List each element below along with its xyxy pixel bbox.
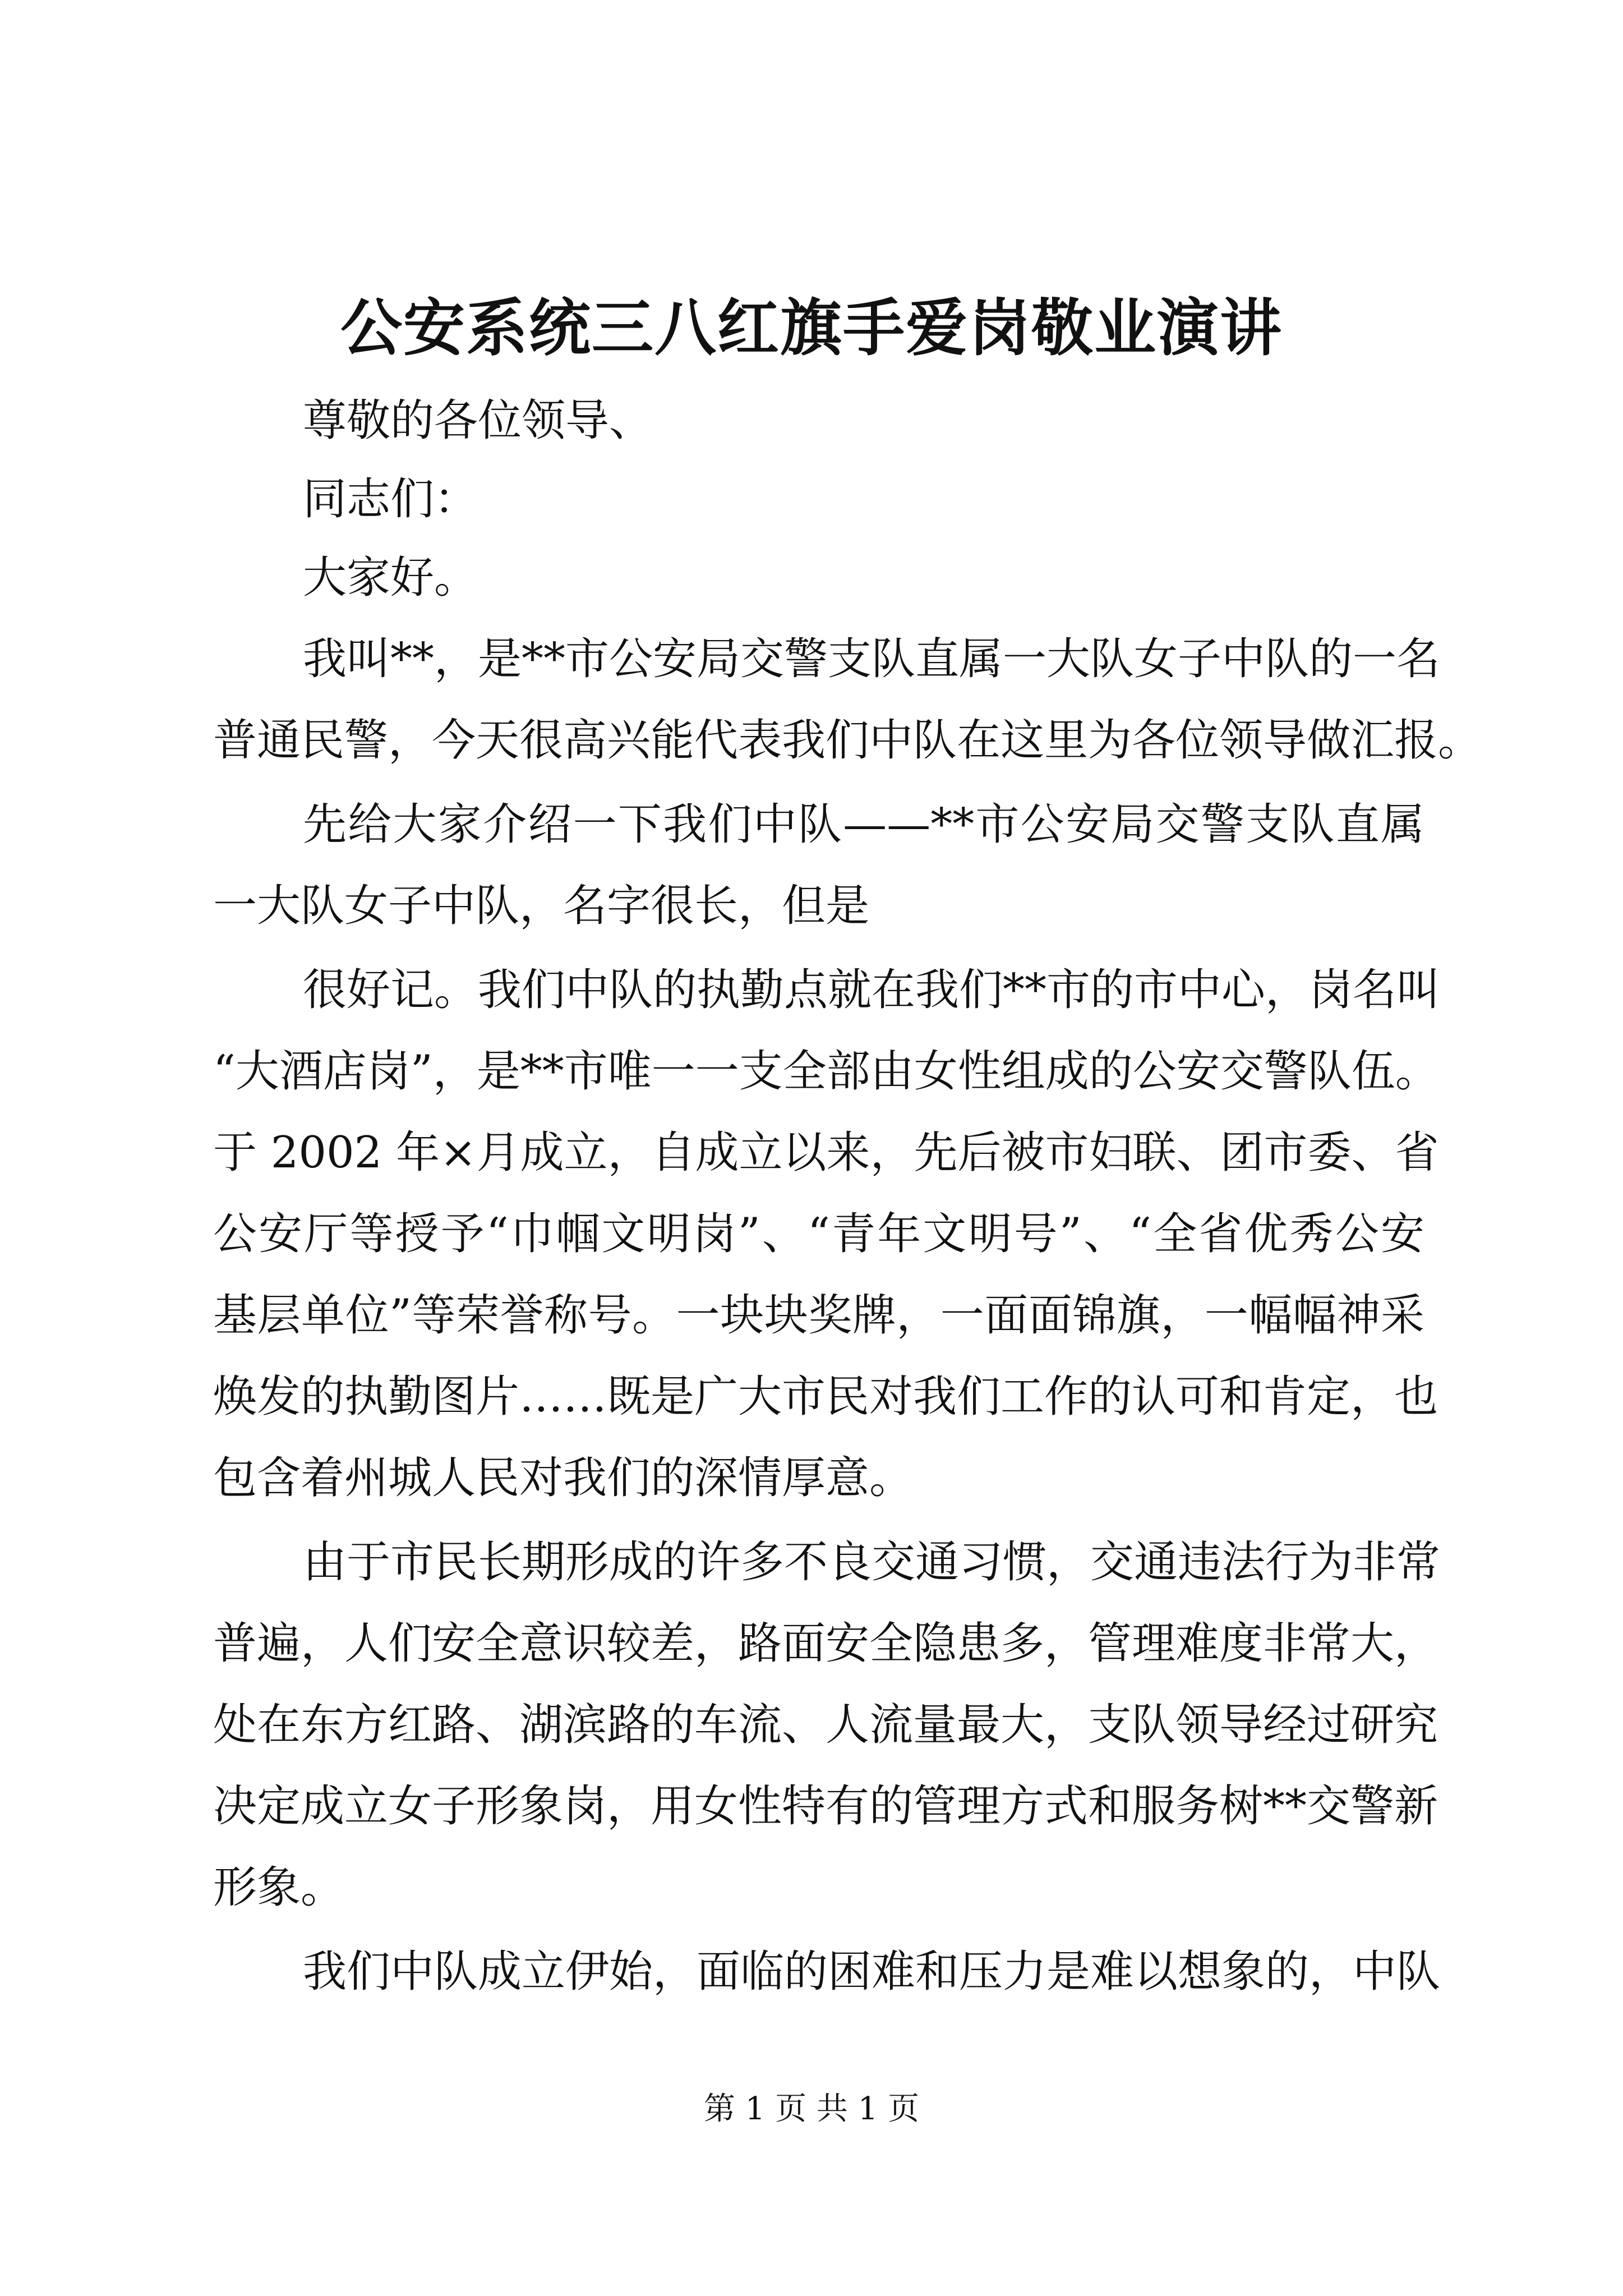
paragraph-line: 尊敬的各位领导、 xyxy=(303,395,653,446)
paragraph-line: 形象。 xyxy=(213,1862,345,1913)
paragraph-line: 我叫**，是**市公安局交警支队直属一大队女子中队的一名 xyxy=(303,634,1441,684)
paragraph-line: 基层单位”等荣誉称号。一块块奖牌，一面面锦旗，一幅幅神采 xyxy=(213,1290,1424,1341)
page-footer: 第 1 页 共 1 页 xyxy=(703,2091,920,2127)
paragraph-line: 普通民警，今天很高兴能代表我们中队在这里为各位领导做汇报。 xyxy=(213,715,1482,766)
paragraph-line: 于 2002 年×月成立，自成立以来，先后被市妇联、团市委、省 xyxy=(213,1128,1439,1178)
document-title: 公安系统三八红旗手爱岗敬业演讲 xyxy=(340,292,1283,364)
paragraph-line: 很好记。我们中队的执勤点就在我们**市的市中心，岗名叫 xyxy=(303,965,1441,1015)
paragraph-line: 一大队女子中队，名字很长，但是 xyxy=(213,881,870,931)
paragraph-line: 包含着州城人民对我们的深情厚意。 xyxy=(213,1453,914,1503)
paragraph-line: “大酒店岗”，是**市唯一一支全部由女性组成的公安交警队伍。 xyxy=(213,1046,1439,1097)
paragraph-line: 我们中队成立伊始，面临的困难和压力是难以想象的，中队 xyxy=(303,1947,1441,1997)
paragraph-line: 决定成立女子形象岗，用女性特有的管理方式和服务树**交警新 xyxy=(213,1781,1438,1832)
paragraph-line: 公安厅等授予“巾帼文明岗”、“青年文明号”、“全省优秀公安 xyxy=(213,1209,1424,1259)
paragraph-line: 由于市民长期形成的许多不良交通习惯，交通违法行为非常 xyxy=(303,1537,1441,1588)
paragraph-line: 焕发的执勤图片……既是广大市民对我们工作的认可和肯定，也 xyxy=(213,1372,1438,1422)
paragraph-line: 先给大家介绍一下我们中队——**市公安局交警支队直属 xyxy=(303,799,1424,850)
paragraph-line: 处在东方红路、湖滨路的车流、人流量最大，支队领导经过研究 xyxy=(213,1700,1438,1750)
paragraph-line: 普遍，人们安全意识较差，路面安全隐患多，管理难度非常大， xyxy=(213,1618,1438,1669)
paragraph-line: 大家好。 xyxy=(303,553,478,603)
paragraph-line: 同志们： xyxy=(303,474,478,524)
